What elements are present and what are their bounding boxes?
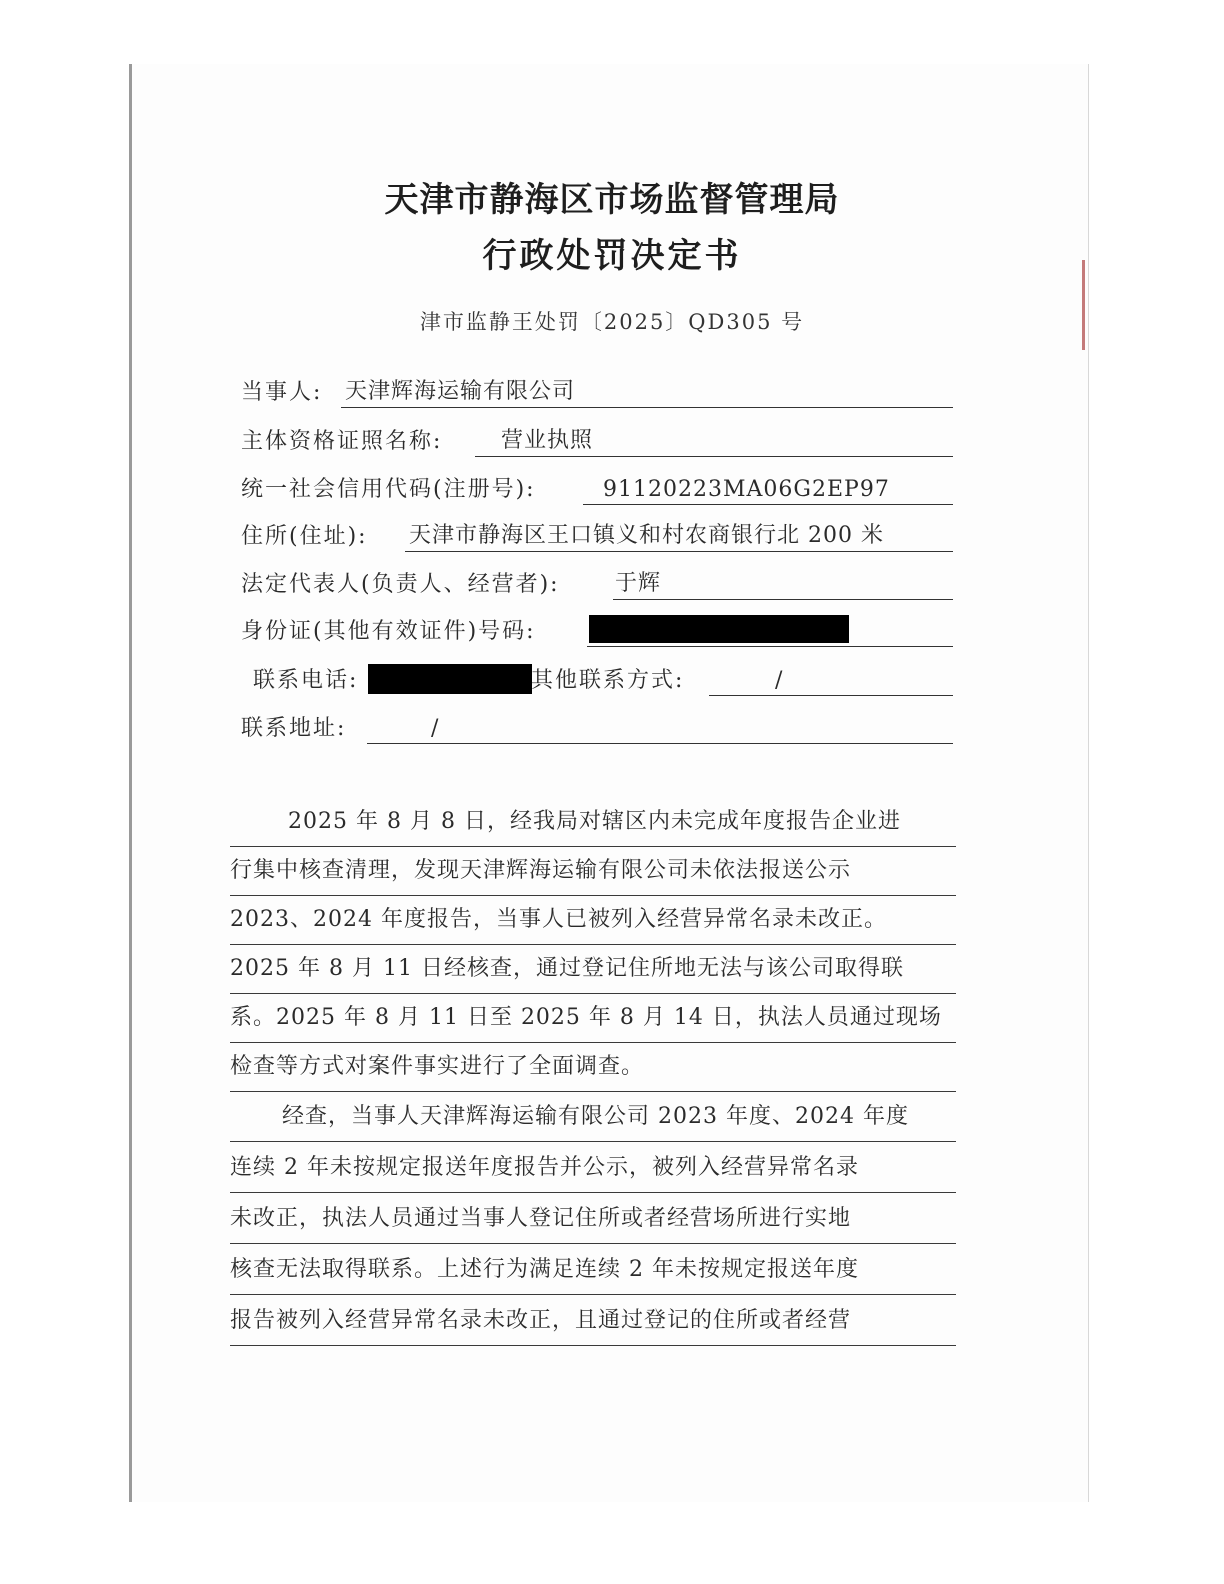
- field-license-value: 营业执照: [501, 428, 594, 453]
- paragraph-line: 经查，当事人天津辉海运输有限公司 2023 年度、2024 年度: [230, 1097, 956, 1142]
- underline: [405, 551, 953, 552]
- underline: [583, 504, 953, 505]
- paragraph-line: 核查无法取得联系。上述行为满足连续 2 年未按规定报送年度: [230, 1250, 956, 1295]
- field-party-value: 天津辉海运输有限公司: [345, 379, 576, 404]
- underline: [587, 646, 953, 647]
- field-party: [241, 378, 953, 408]
- paragraph-line: 检查等方式对案件事实进行了全面调查。: [230, 1047, 956, 1092]
- field-contact-address: [241, 714, 953, 744]
- field-contact-addr-value: /: [431, 716, 440, 741]
- field-rep-value: 于辉: [615, 571, 662, 596]
- field-license-label: 主体资格证照名称:: [241, 429, 443, 454]
- field-id-label: 身份证(其他有效证件)号码:: [241, 619, 536, 644]
- field-legal-rep: [241, 570, 953, 600]
- underline: [709, 695, 953, 696]
- paragraph-line: 未改正，执法人员通过当事人登记住所或者经营场所进行实地: [230, 1199, 956, 1244]
- field-credit-code: [241, 475, 953, 505]
- field-credit-label: 统一社会信用代码(注册号):: [241, 477, 536, 502]
- underline: [341, 407, 953, 408]
- field-party-label: 当事人:: [241, 380, 323, 405]
- field-credit-value: 91120223MA06G2EP97: [603, 477, 890, 502]
- field-id-number: [241, 617, 953, 647]
- underline: [475, 456, 953, 457]
- document-title-line2: 行政处罚决定书: [482, 236, 742, 276]
- field-license: [241, 427, 953, 457]
- field-phone: [241, 666, 953, 696]
- document-title-line1: 天津市静海区市场监督管理局: [384, 180, 840, 220]
- field-address-value: 天津市静海区王口镇义和村农商银行北 200 米: [409, 523, 884, 548]
- paragraph-line: 系。2025 年 8 月 11 日至 2025 年 8 月 14 日，执法人员通过现场: [230, 998, 956, 1043]
- underline: [613, 599, 953, 600]
- underline: [367, 743, 953, 744]
- field-phone-label: 联系电话:: [253, 668, 359, 693]
- field-address-label: 住所(住址):: [241, 524, 368, 549]
- paragraph-line: 行集中核查清理，发现天津辉海运输有限公司未依法报送公示: [230, 851, 956, 896]
- paragraph-line: 报告被列入经营异常名录未改正，且通过登记的住所或者经营: [230, 1301, 956, 1346]
- field-other-contact-value: /: [775, 668, 784, 693]
- field-contact-addr-label: 联系地址:: [241, 716, 347, 741]
- field-address: [241, 522, 953, 552]
- document-number: 津市监静王处罚〔2025〕QD305 号: [419, 310, 805, 334]
- paragraph-line: 连续 2 年未按规定报送年度报告并公示，被列入经营异常名录: [230, 1148, 956, 1193]
- field-rep-label: 法定代表人(负责人、经营者):: [241, 572, 560, 597]
- paragraph-line: 2025 年 8 月 8 日，经我局对辖区内未完成年度报告企业进: [230, 802, 956, 847]
- redaction-bar: [589, 615, 849, 643]
- paragraph-line: 2025 年 8 月 11 日经核查，通过登记住所地无法与该公司取得联: [230, 949, 956, 994]
- redaction-bar: [368, 664, 532, 694]
- paragraph-line: 2023、2024 年度报告，当事人已被列入经营异常名录未改正。: [230, 900, 956, 945]
- field-other-contact-label: 其他联系方式:: [531, 668, 685, 693]
